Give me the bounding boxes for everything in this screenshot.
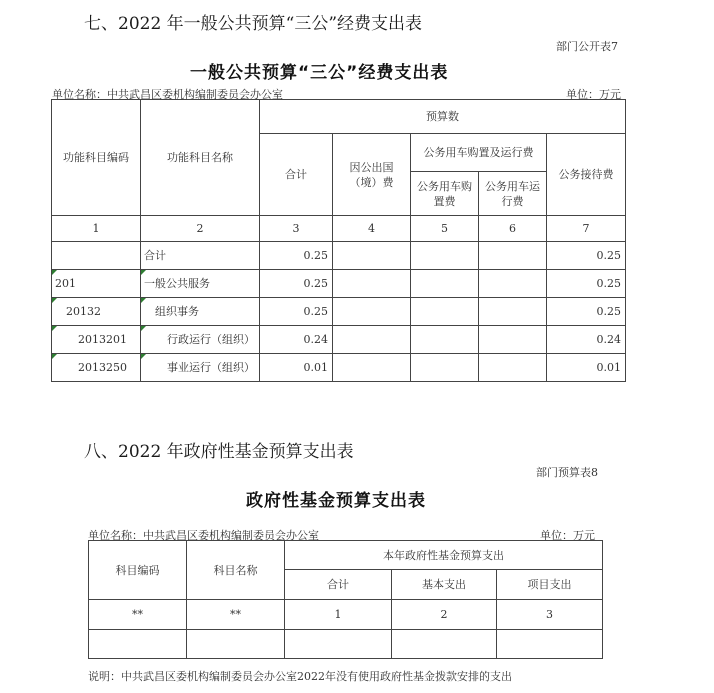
index-cell: 4 <box>333 216 411 242</box>
row-reception: 0.24 <box>547 326 626 354</box>
row-total: 0.24 <box>260 326 333 354</box>
header-basic: 基本支出 <box>392 570 497 600</box>
header-total: 合计 <box>260 134 333 216</box>
row-vehicle-run <box>479 326 547 354</box>
header-fund-expense: 本年政府性基金预算支出 <box>285 541 603 570</box>
row-reception: 0.25 <box>547 298 626 326</box>
row-vehicle-buy <box>411 298 479 326</box>
table-row <box>52 326 626 354</box>
section8-form-number: 部门预算表8 <box>536 466 598 479</box>
row-reception: 0.25 <box>547 270 626 298</box>
row-abroad <box>333 270 411 298</box>
table-row <box>52 270 626 298</box>
index-cell: 7 <box>547 216 626 242</box>
header-name: 科目名称 <box>187 541 285 600</box>
row-abroad <box>333 326 411 354</box>
header-vehicle-run: 公务用车运行费 <box>479 172 547 216</box>
index-cell: 3 <box>497 600 603 630</box>
row-name: 一般公共服务 <box>141 270 260 298</box>
row-name: 组织事务 <box>141 298 260 326</box>
index-cell: 3 <box>260 216 333 242</box>
header-project: 项目支出 <box>497 570 603 600</box>
row-name: 合计 <box>141 242 260 270</box>
section7-currency-unit: 单位：万元 <box>566 88 621 101</box>
index-cell: ** <box>89 600 187 630</box>
row-code: 201 <box>52 270 141 298</box>
header-total: 合计 <box>285 570 392 600</box>
header-vehicle-buy: 公务用车购置费 <box>411 172 479 216</box>
row-vehicle-run <box>479 298 547 326</box>
section7-table-title: 一般公共预算“三公”经费支出表 <box>190 63 449 83</box>
government-fund-table <box>88 540 603 659</box>
row-vehicle-run <box>479 354 547 382</box>
table-row <box>52 298 626 326</box>
table-row <box>89 630 603 659</box>
index-row <box>89 600 603 630</box>
row-vehicle-run <box>479 270 547 298</box>
row-code: 2013201 <box>52 326 141 354</box>
index-cell: 1 <box>285 600 392 630</box>
row-total: 0.25 <box>260 242 333 270</box>
row-name: 事业运行（组织） <box>141 354 260 382</box>
header-budget: 预算数 <box>260 100 626 134</box>
header-abroad: 因公出国（境）费 <box>333 134 411 216</box>
index-cell: 6 <box>479 216 547 242</box>
row-total: 0.01 <box>260 354 333 382</box>
row-total: 0.25 <box>260 298 333 326</box>
empty-cell <box>285 630 392 659</box>
section8-unit-name: 单位名称：中共武昌区委机构编制委员会办公室 <box>88 529 319 542</box>
row-abroad <box>333 354 411 382</box>
row-vehicle-buy <box>411 242 479 270</box>
section8-heading: 八、2022 年政府性基金预算支出表 <box>84 442 354 462</box>
row-reception: 0.01 <box>547 354 626 382</box>
section7-unit-name: 单位名称：中共武昌区委机构编制委员会办公室 <box>52 88 283 101</box>
row-vehicle-run <box>479 242 547 270</box>
table-row <box>52 242 626 270</box>
row-code: 2013250 <box>52 354 141 382</box>
section8-currency-unit: 单位：万元 <box>540 529 595 542</box>
index-cell: 2 <box>392 600 497 630</box>
row-name: 行政运行（组织） <box>141 326 260 354</box>
section8-note: 说明：中共武昌区委机构编制委员会办公室2022年没有使用政府性基金拨款安排的支出 <box>88 670 512 683</box>
row-abroad <box>333 298 411 326</box>
row-vehicle-buy <box>411 326 479 354</box>
header-code: 科目编码 <box>89 541 187 600</box>
index-cell: 2 <box>141 216 260 242</box>
section7-form-number: 部门公开表7 <box>556 40 618 53</box>
row-total: 0.25 <box>260 270 333 298</box>
index-cell: 1 <box>52 216 141 242</box>
empty-cell <box>89 630 187 659</box>
index-cell: 5 <box>411 216 479 242</box>
row-vehicle-buy <box>411 354 479 382</box>
row-code: 20132 <box>52 298 141 326</box>
header-reception: 公务接待费 <box>547 134 626 216</box>
three-public-expense-table <box>51 99 626 382</box>
empty-cell <box>187 630 285 659</box>
section8-table-title: 政府性基金预算支出表 <box>246 491 426 511</box>
section7-heading: 七、2022 年一般公共预算“三公”经费支出表 <box>84 14 423 34</box>
index-cell: ** <box>187 600 285 630</box>
header-function-name: 功能科目名称 <box>141 100 260 216</box>
empty-cell <box>497 630 603 659</box>
row-abroad <box>333 242 411 270</box>
header-function-code: 功能科目编码 <box>52 100 141 216</box>
index-row <box>52 216 626 242</box>
row-vehicle-buy <box>411 270 479 298</box>
empty-cell <box>392 630 497 659</box>
table-row <box>52 354 626 382</box>
row-code <box>52 242 141 270</box>
header-vehicle: 公务用车购置及运行费 <box>411 134 547 172</box>
row-reception: 0.25 <box>547 242 626 270</box>
